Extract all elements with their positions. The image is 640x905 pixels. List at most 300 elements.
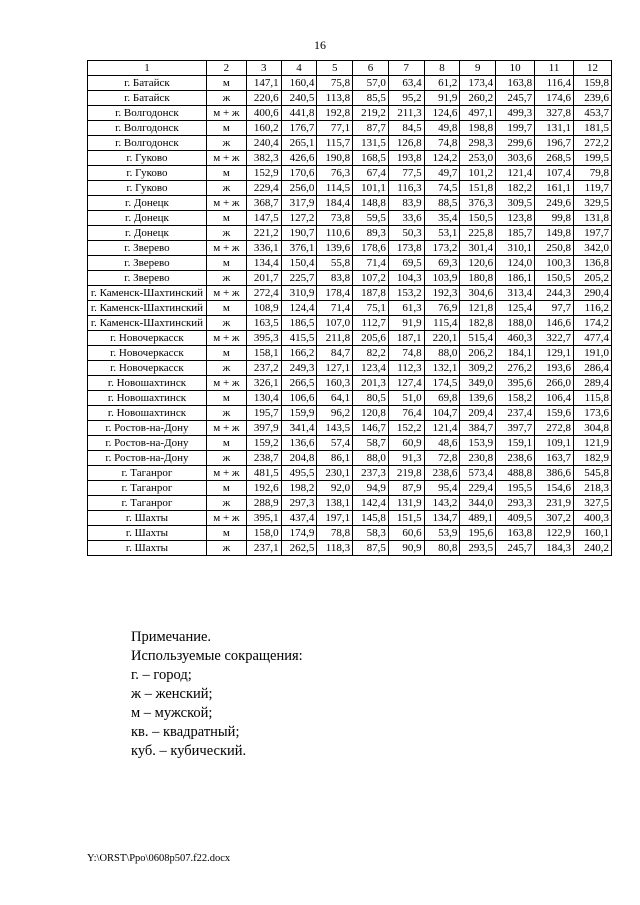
value-cell: 160,4 xyxy=(281,76,317,91)
value-cell: 152,2 xyxy=(388,421,424,436)
city-cell: г. Зверево xyxy=(88,271,207,286)
value-cell: 201,3 xyxy=(353,376,389,391)
value-cell: 173,2 xyxy=(424,241,460,256)
value-cell: 268,5 xyxy=(535,151,574,166)
value-cell: 147,5 xyxy=(246,211,281,226)
table-row xyxy=(88,136,612,151)
city-cell: г. Шахты xyxy=(88,526,207,541)
value-cell: 124,6 xyxy=(424,106,460,121)
sex-cell: м xyxy=(206,481,246,496)
value-cell: 72,8 xyxy=(424,451,460,466)
value-cell: 238,7 xyxy=(246,451,281,466)
table-row xyxy=(88,121,612,136)
value-cell: 515,4 xyxy=(460,331,496,346)
city-cell: г. Батайск xyxy=(88,76,207,91)
value-cell: 71,4 xyxy=(353,256,389,271)
table-row xyxy=(88,166,612,181)
value-cell: 107,4 xyxy=(535,166,574,181)
value-cell: 74,8 xyxy=(388,346,424,361)
value-cell: 112,3 xyxy=(388,361,424,376)
value-cell: 154,6 xyxy=(535,481,574,496)
value-cell: 182,8 xyxy=(460,316,496,331)
value-cell: 69,8 xyxy=(424,391,460,406)
column-header: 6 xyxy=(353,61,389,76)
value-cell: 329,5 xyxy=(574,196,612,211)
value-cell: 386,6 xyxy=(535,466,574,481)
value-cell: 116,4 xyxy=(535,76,574,91)
value-cell: 166,2 xyxy=(281,346,317,361)
value-cell: 219,2 xyxy=(353,106,389,121)
sex-cell: м xyxy=(206,346,246,361)
value-cell: 35,4 xyxy=(424,211,460,226)
value-cell: 101,1 xyxy=(353,181,389,196)
value-cell: 307,2 xyxy=(535,511,574,526)
value-cell: 122,9 xyxy=(535,526,574,541)
value-cell: 173,6 xyxy=(574,406,612,421)
value-cell: 174,9 xyxy=(281,526,317,541)
value-cell: 477,4 xyxy=(574,331,612,346)
note-line: кв. – квадратный; xyxy=(131,724,240,740)
value-cell: 190,8 xyxy=(317,151,353,166)
value-cell: 185,7 xyxy=(496,226,535,241)
value-cell: 78,8 xyxy=(317,526,353,541)
value-cell: 453,7 xyxy=(574,106,612,121)
table-row xyxy=(88,511,612,526)
value-cell: 219,8 xyxy=(388,466,424,481)
column-header: 10 xyxy=(496,61,535,76)
value-cell: 121,4 xyxy=(496,166,535,181)
value-cell: 131,1 xyxy=(535,121,574,136)
value-cell: 134,7 xyxy=(424,511,460,526)
value-cell: 272,8 xyxy=(535,421,574,436)
value-cell: 127,2 xyxy=(281,211,317,226)
note-line: куб. – кубический. xyxy=(131,743,247,759)
value-cell: 75,8 xyxy=(317,76,353,91)
value-cell: 60,9 xyxy=(388,436,424,451)
value-cell: 289,4 xyxy=(574,376,612,391)
city-cell: г. Новошахтинск xyxy=(88,376,207,391)
value-cell: 49,7 xyxy=(424,166,460,181)
value-cell: 182,2 xyxy=(496,181,535,196)
table-row xyxy=(88,361,612,376)
value-cell: 110,6 xyxy=(317,226,353,241)
value-cell: 184,1 xyxy=(496,346,535,361)
value-cell: 131,9 xyxy=(388,496,424,511)
value-cell: 116,2 xyxy=(574,301,612,316)
value-cell: 150,5 xyxy=(460,211,496,226)
value-cell: 138,1 xyxy=(317,496,353,511)
value-cell: 186,1 xyxy=(496,271,535,286)
value-cell: 76,4 xyxy=(388,406,424,421)
value-cell: 182,9 xyxy=(574,451,612,466)
value-cell: 192,6 xyxy=(246,481,281,496)
value-cell: 126,8 xyxy=(388,136,424,151)
table-row xyxy=(88,541,612,556)
value-cell: 159,2 xyxy=(246,436,281,451)
value-cell: 160,3 xyxy=(317,376,353,391)
value-cell: 400,3 xyxy=(574,511,612,526)
value-cell: 317,9 xyxy=(281,196,317,211)
value-cell: 96,2 xyxy=(317,406,353,421)
value-cell: 309,2 xyxy=(460,361,496,376)
value-cell: 176,7 xyxy=(281,121,317,136)
value-cell: 199,5 xyxy=(574,151,612,166)
sex-cell: м + ж xyxy=(206,286,246,301)
value-cell: 159,6 xyxy=(535,406,574,421)
value-cell: 266,0 xyxy=(535,376,574,391)
sex-cell: ж xyxy=(206,361,246,376)
value-cell: 136,8 xyxy=(574,256,612,271)
value-cell: 198,8 xyxy=(460,121,496,136)
note-section xyxy=(131,628,303,761)
note-title: Примечание. xyxy=(131,629,212,645)
value-cell: 173,4 xyxy=(460,76,496,91)
sex-cell: м xyxy=(206,436,246,451)
value-cell: 106,6 xyxy=(281,391,317,406)
value-cell: 87,9 xyxy=(388,481,424,496)
value-cell: 376,3 xyxy=(460,196,496,211)
value-cell: 58,7 xyxy=(353,436,389,451)
column-header: 9 xyxy=(460,61,496,76)
value-cell: 163,8 xyxy=(496,526,535,541)
value-cell: 142,4 xyxy=(353,496,389,511)
city-cell: г. Донецк xyxy=(88,211,207,226)
value-cell: 163,7 xyxy=(535,451,574,466)
value-cell: 86,1 xyxy=(317,451,353,466)
value-cell: 61,2 xyxy=(424,76,460,91)
value-cell: 190,7 xyxy=(281,226,317,241)
value-cell: 187,1 xyxy=(388,331,424,346)
table-row xyxy=(88,91,612,106)
value-cell: 238,6 xyxy=(424,466,460,481)
city-cell: г. Таганрог xyxy=(88,496,207,511)
city-cell: г. Каменск-Шахтинский xyxy=(88,316,207,331)
value-cell: 94,9 xyxy=(353,481,389,496)
value-cell: 60,6 xyxy=(388,526,424,541)
sex-cell: м + ж xyxy=(206,331,246,346)
value-cell: 125,4 xyxy=(496,301,535,316)
table-row xyxy=(88,466,612,481)
value-cell: 107,2 xyxy=(353,271,389,286)
city-cell: г. Волгодонск xyxy=(88,136,207,151)
value-cell: 58,3 xyxy=(353,526,389,541)
value-cell: 286,4 xyxy=(574,361,612,376)
value-cell: 173,8 xyxy=(388,241,424,256)
value-cell: 266,5 xyxy=(281,376,317,391)
value-cell: 127,4 xyxy=(388,376,424,391)
value-cell: 209,4 xyxy=(460,406,496,421)
sex-cell: м + ж xyxy=(206,241,246,256)
table-row xyxy=(88,331,612,346)
value-cell: 499,3 xyxy=(496,106,535,121)
city-cell: г. Таганрог xyxy=(88,481,207,496)
value-cell: 61,3 xyxy=(388,301,424,316)
column-header: 5 xyxy=(317,61,353,76)
value-cell: 272,4 xyxy=(246,286,281,301)
value-cell: 152,9 xyxy=(246,166,281,181)
value-cell: 368,7 xyxy=(246,196,281,211)
value-cell: 395,1 xyxy=(246,511,281,526)
value-cell: 256,0 xyxy=(281,181,317,196)
value-cell: 150,4 xyxy=(281,256,317,271)
value-cell: 220,6 xyxy=(246,91,281,106)
value-cell: 143,2 xyxy=(424,496,460,511)
value-cell: 178,4 xyxy=(317,286,353,301)
value-cell: 134,4 xyxy=(246,256,281,271)
sex-cell: м + ж xyxy=(206,466,246,481)
city-cell: г. Таганрог xyxy=(88,466,207,481)
value-cell: 123,8 xyxy=(496,211,535,226)
value-cell: 225,8 xyxy=(460,226,496,241)
table-header-row xyxy=(88,61,612,76)
column-header: 3 xyxy=(246,61,281,76)
value-cell: 76,9 xyxy=(424,301,460,316)
value-cell: 145,8 xyxy=(353,511,389,526)
value-cell: 57,0 xyxy=(353,76,389,91)
value-cell: 229,4 xyxy=(460,481,496,496)
value-cell: 109,1 xyxy=(535,436,574,451)
value-cell: 59,5 xyxy=(353,211,389,226)
value-cell: 80,8 xyxy=(424,541,460,556)
table-row xyxy=(88,346,612,361)
value-cell: 395,3 xyxy=(246,331,281,346)
value-cell: 225,7 xyxy=(281,271,317,286)
sex-cell: ж xyxy=(206,91,246,106)
table-row xyxy=(88,256,612,271)
value-cell: 49,8 xyxy=(424,121,460,136)
value-cell: 115,8 xyxy=(574,391,612,406)
value-cell: 304,6 xyxy=(460,286,496,301)
value-cell: 288,9 xyxy=(246,496,281,511)
value-cell: 53,1 xyxy=(424,226,460,241)
value-cell: 230,8 xyxy=(460,451,496,466)
value-cell: 220,1 xyxy=(424,331,460,346)
value-cell: 118,3 xyxy=(317,541,353,556)
city-cell: г. Донецк xyxy=(88,196,207,211)
sex-cell: м xyxy=(206,301,246,316)
table-row xyxy=(88,151,612,166)
value-cell: 163,8 xyxy=(496,76,535,91)
value-cell: 397,7 xyxy=(496,421,535,436)
value-cell: 497,1 xyxy=(460,106,496,121)
sex-cell: ж xyxy=(206,271,246,286)
value-cell: 120,8 xyxy=(353,406,389,421)
sex-cell: м xyxy=(206,166,246,181)
table-row xyxy=(88,226,612,241)
city-cell: г. Новочеркасск xyxy=(88,346,207,361)
value-cell: 237,3 xyxy=(353,466,389,481)
value-cell: 158,0 xyxy=(246,526,281,541)
value-cell: 108,9 xyxy=(246,301,281,316)
city-cell: г. Батайск xyxy=(88,91,207,106)
value-cell: 82,2 xyxy=(353,346,389,361)
value-cell: 160,2 xyxy=(246,121,281,136)
value-cell: 198,2 xyxy=(281,481,317,496)
value-cell: 180,8 xyxy=(460,271,496,286)
value-cell: 237,1 xyxy=(246,541,281,556)
value-cell: 245,7 xyxy=(496,541,535,556)
table-row xyxy=(88,301,612,316)
value-cell: 88,0 xyxy=(424,346,460,361)
city-cell: г. Волгодонск xyxy=(88,121,207,136)
value-cell: 33,6 xyxy=(388,211,424,226)
value-cell: 231,9 xyxy=(535,496,574,511)
value-cell: 64,1 xyxy=(317,391,353,406)
sex-cell: м xyxy=(206,391,246,406)
city-cell: г. Ростов-на-Дону xyxy=(88,451,207,466)
value-cell: 253,0 xyxy=(460,151,496,166)
value-cell: 103,9 xyxy=(424,271,460,286)
table-row xyxy=(88,196,612,211)
value-cell: 195,5 xyxy=(496,481,535,496)
value-cell: 158,1 xyxy=(246,346,281,361)
value-cell: 161,1 xyxy=(535,181,574,196)
value-cell: 91,9 xyxy=(388,316,424,331)
value-cell: 186,5 xyxy=(281,316,317,331)
value-cell: 196,7 xyxy=(535,136,574,151)
data-table xyxy=(87,60,612,556)
value-cell: 344,0 xyxy=(460,496,496,511)
table-row xyxy=(88,211,612,226)
value-cell: 136,6 xyxy=(281,436,317,451)
value-cell: 272,2 xyxy=(574,136,612,151)
value-cell: 132,1 xyxy=(424,361,460,376)
value-cell: 80,5 xyxy=(353,391,389,406)
value-cell: 310,9 xyxy=(281,286,317,301)
column-header: 1 xyxy=(88,61,207,76)
value-cell: 409,5 xyxy=(496,511,535,526)
value-cell: 139,6 xyxy=(317,241,353,256)
value-cell: 293,3 xyxy=(496,496,535,511)
value-cell: 99,8 xyxy=(535,211,574,226)
value-cell: 211,3 xyxy=(388,106,424,121)
value-cell: 395,6 xyxy=(496,376,535,391)
value-cell: 326,1 xyxy=(246,376,281,391)
sex-cell: м + ж xyxy=(206,511,246,526)
sex-cell: ж xyxy=(206,406,246,421)
city-cell: г. Новошахтинск xyxy=(88,406,207,421)
sex-cell: м + ж xyxy=(206,376,246,391)
value-cell: 240,5 xyxy=(281,91,317,106)
value-cell: 260,2 xyxy=(460,91,496,106)
table-row xyxy=(88,76,612,91)
value-cell: 170,6 xyxy=(281,166,317,181)
value-cell: 426,6 xyxy=(281,151,317,166)
value-cell: 79,8 xyxy=(574,166,612,181)
city-cell: г. Ростов-на-Дону xyxy=(88,421,207,436)
sex-cell: м xyxy=(206,256,246,271)
value-cell: 488,8 xyxy=(496,466,535,481)
city-cell: г. Гуково xyxy=(88,181,207,196)
value-cell: 313,4 xyxy=(496,286,535,301)
table-row xyxy=(88,316,612,331)
value-cell: 71,4 xyxy=(317,301,353,316)
value-cell: 104,7 xyxy=(424,406,460,421)
value-cell: 245,7 xyxy=(496,91,535,106)
value-cell: 124,2 xyxy=(424,151,460,166)
table-row xyxy=(88,271,612,286)
value-cell: 178,6 xyxy=(353,241,389,256)
value-cell: 191,0 xyxy=(574,346,612,361)
value-cell: 153,9 xyxy=(460,436,496,451)
value-cell: 301,4 xyxy=(460,241,496,256)
value-cell: 88,0 xyxy=(353,451,389,466)
value-cell: 124,4 xyxy=(281,301,317,316)
city-cell: г. Донецк xyxy=(88,226,207,241)
value-cell: 174,6 xyxy=(535,91,574,106)
value-cell: 174,2 xyxy=(574,316,612,331)
value-cell: 130,4 xyxy=(246,391,281,406)
note-line: м – мужской; xyxy=(131,705,213,721)
city-cell: г. Новочеркасск xyxy=(88,361,207,376)
value-cell: 184,3 xyxy=(535,541,574,556)
value-cell: 90,9 xyxy=(388,541,424,556)
value-cell: 120,6 xyxy=(460,256,496,271)
value-cell: 336,1 xyxy=(246,241,281,256)
value-cell: 159,1 xyxy=(496,436,535,451)
sex-cell: м + ж xyxy=(206,151,246,166)
value-cell: 249,3 xyxy=(281,361,317,376)
table-row xyxy=(88,376,612,391)
value-cell: 250,8 xyxy=(535,241,574,256)
value-cell: 400,6 xyxy=(246,106,281,121)
value-cell: 199,7 xyxy=(496,121,535,136)
value-cell: 124,0 xyxy=(496,256,535,271)
table-row xyxy=(88,106,612,121)
value-cell: 265,1 xyxy=(281,136,317,151)
value-cell: 441,8 xyxy=(281,106,317,121)
value-cell: 262,5 xyxy=(281,541,317,556)
value-cell: 309,5 xyxy=(496,196,535,211)
value-cell: 148,8 xyxy=(353,196,389,211)
value-cell: 95,4 xyxy=(424,481,460,496)
column-header: 11 xyxy=(535,61,574,76)
value-cell: 116,3 xyxy=(388,181,424,196)
value-cell: 53,9 xyxy=(424,526,460,541)
value-cell: 349,0 xyxy=(460,376,496,391)
value-cell: 341,4 xyxy=(281,421,317,436)
city-cell: г. Шахты xyxy=(88,541,207,556)
value-cell: 121,9 xyxy=(574,436,612,451)
value-cell: 83,8 xyxy=(317,271,353,286)
value-cell: 115,4 xyxy=(424,316,460,331)
value-cell: 290,4 xyxy=(574,286,612,301)
value-cell: 89,3 xyxy=(353,226,389,241)
value-cell: 244,3 xyxy=(535,286,574,301)
footer-file-path: Y:\ORST\Ppo\0608p507.f22.docx xyxy=(87,853,231,864)
table-row xyxy=(88,241,612,256)
table-row xyxy=(88,481,612,496)
value-cell: 149,8 xyxy=(535,226,574,241)
value-cell: 197,1 xyxy=(317,511,353,526)
city-cell: г. Зверево xyxy=(88,256,207,271)
value-cell: 240,4 xyxy=(246,136,281,151)
value-cell: 55,8 xyxy=(317,256,353,271)
value-cell: 91,9 xyxy=(424,91,460,106)
value-cell: 303,6 xyxy=(496,151,535,166)
value-cell: 327,5 xyxy=(574,496,612,511)
value-cell: 63,4 xyxy=(388,76,424,91)
column-header: 8 xyxy=(424,61,460,76)
value-cell: 211,8 xyxy=(317,331,353,346)
value-cell: 77,5 xyxy=(388,166,424,181)
value-cell: 239,6 xyxy=(574,91,612,106)
value-cell: 85,5 xyxy=(353,91,389,106)
value-cell: 153,2 xyxy=(388,286,424,301)
column-header: 2 xyxy=(206,61,246,76)
value-cell: 88,5 xyxy=(424,196,460,211)
value-cell: 101,2 xyxy=(460,166,496,181)
